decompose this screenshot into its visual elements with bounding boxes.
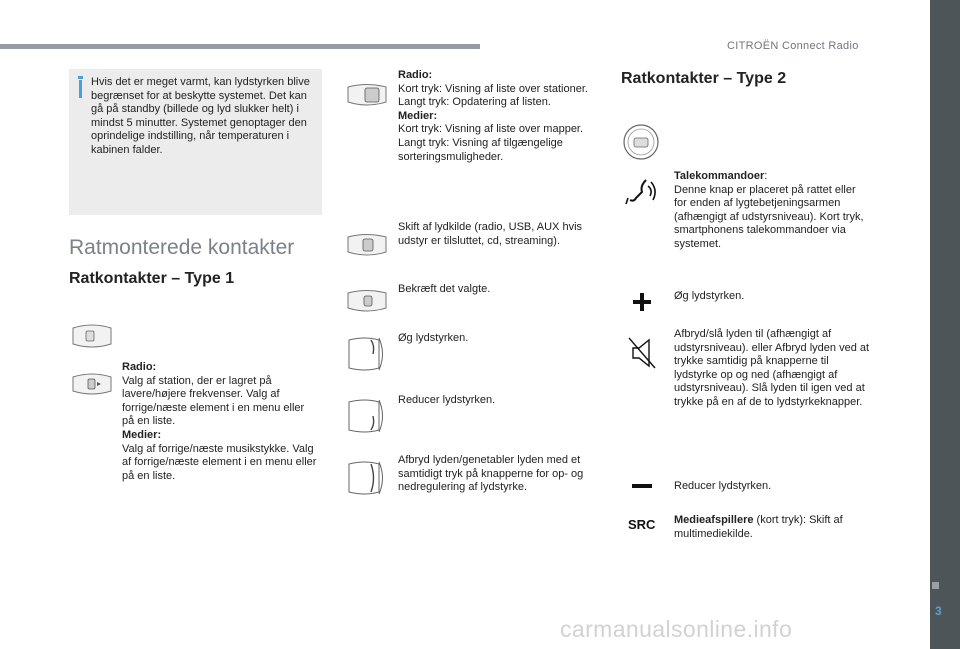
radio-label: Radio: (122, 361, 157, 373)
steering-switch-icon (70, 322, 114, 350)
volume-down-switch-icon (345, 396, 387, 436)
list-button-icon (345, 82, 389, 108)
source-button-icon (345, 232, 389, 258)
watermark: carmanualsonline.info (560, 616, 793, 642)
plus-icon (631, 291, 653, 313)
middle-item5-text: Reducer lydstyrken. (398, 394, 496, 406)
media-text: Kort tryk: Visning af liste over mapper. Langt tryk: Visning af tilgængelige sorteringsmuligheder. (398, 123, 584, 163)
middle-item1-text (398, 69, 588, 164)
radio-text: Kort tryk: Visning af liste over stationer. Langt tryk: Opdatering af listen. (398, 82, 588, 109)
mute-text: Afbryd/slå lyden til (afhængigt af udstyrsniveau). eller Afbryd lyden ved at trykke samtidig på knapperne til lydstyrke op og ned (afhængigt af udstyrsniveau). Slå lyden til igen ved at trykke på en af de to lydstyrkeknapper. (674, 328, 870, 408)
page-marker (932, 582, 939, 589)
middle-item3-text: Bekræft det valgte. (398, 283, 491, 295)
steering-wheel-icon (621, 123, 661, 161)
voice-text: Talekommandoer: Denne knap er placeret på rattet eller for enden af lygtebetjeningsarmen (afhængigt af udstyrsniveau). Kort tryk, smartphonens talekommandoer via systemet. (674, 170, 864, 250)
media-label: Medier: (122, 428, 162, 441)
minus-text: Reducer lydstyrken. (674, 480, 772, 492)
plus-text: Øg lydstyrken. (674, 290, 745, 302)
minus-icon (631, 482, 653, 490)
mute-speaker-icon (627, 336, 657, 370)
src-description: (kort tryk): Skift af multimediekilde. (674, 514, 843, 540)
type1-item1-text (122, 361, 317, 483)
voice-command-icon (624, 176, 658, 206)
side-tab (930, 0, 960, 649)
confirm-button-icon (345, 288, 389, 314)
thumbwheel-switch-icon (70, 371, 114, 397)
voice-label: Talekommandoer (674, 170, 765, 182)
media-text: Valg af forrige/næste musikstykke. Valg af forrige/næste element i en menu eller på en liste. (122, 442, 317, 482)
info-icon-dot (78, 76, 83, 79)
src-symbol: SRC (628, 517, 656, 532)
type1-heading: Ratkontakter – Type 1 (69, 270, 235, 287)
section-title: Ratmonterede kontakter (69, 236, 295, 259)
middle-item4-text: Øg lydstyrken. (398, 332, 469, 344)
page-number: 3 (935, 604, 942, 618)
middle-item2-text: Skift af lydkilde (radio, USB, AUX hvis udstyr er tilsluttet, cd, streaming). (398, 221, 583, 247)
voice-description: Denne knap er placeret på rattet eller for enden af lygtebetjeningsarmen (afhængigt af udstyrsniveau). Kort tryk, smartphonens talekommandoer via systemet. (674, 183, 864, 250)
volume-up-switch-icon (345, 334, 387, 374)
media-label: Medier: (398, 109, 438, 122)
radio-label: Radio: (398, 69, 433, 81)
info-icon (79, 80, 82, 98)
radio-text: Valg af station, der er lagret på lavere/højere frekvenser. Valg af forrige/næste element i en menu eller på en liste. (122, 374, 305, 428)
header-rule (0, 44, 480, 49)
middle-item6-text: Afbryd lyden/genetabler lyden med et samtidigt tryk på knapperne for op- og nedregulering af lydstyrke. (398, 454, 584, 494)
type2-heading: Ratkontakter – Type 2 (621, 70, 787, 87)
mute-switch-icon (345, 458, 387, 498)
page-header: CITROËN Connect Radio (727, 40, 859, 52)
src-text (674, 514, 869, 541)
src-label: Medieafspillere (674, 514, 754, 526)
info-note-text: Hvis det er meget varmt, kan lydstyrken blive begrænset for at beskytte systemet. Det kan gå på standby (billede og lyd slukker helt) i mindst 5 minutter. Systemet genoptager den oprindelige indstilling, når temperaturen i kabinen falder. (91, 76, 310, 156)
